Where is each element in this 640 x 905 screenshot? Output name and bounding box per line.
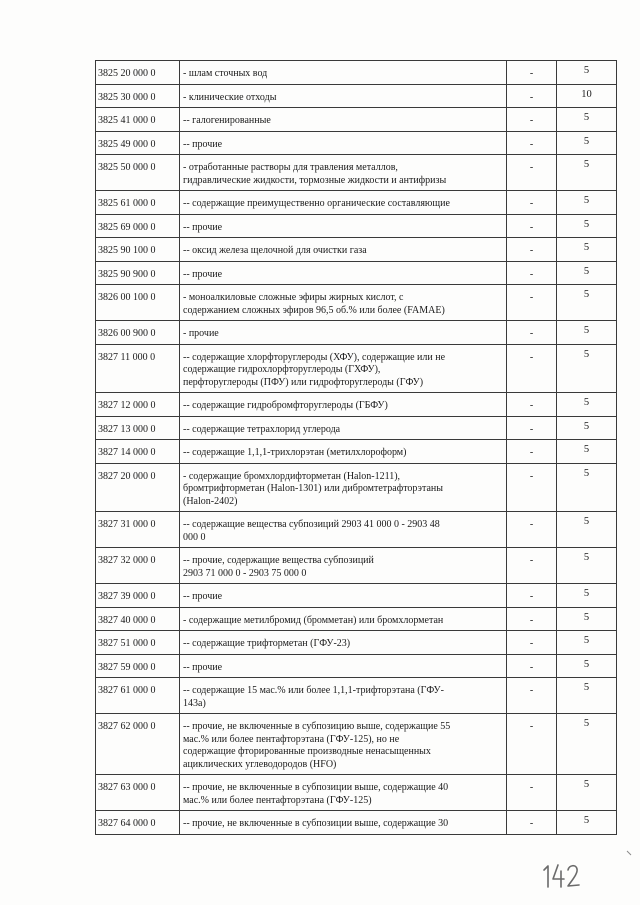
commodity-description [180,631,507,655]
table-row [96,654,617,678]
commodity-description [180,463,507,512]
commodity-code: 3827 32 000 0 [96,548,180,584]
commodity-code: 3825 41 000 0 [96,108,180,132]
description-line: -- прочие [183,591,223,602]
unit-of-measure: - [507,607,557,631]
description-line: ациклических углеводородов (HFO) [183,758,337,770]
table-row [96,440,617,464]
unit-of-measure: - [507,416,557,440]
unit-of-measure: - [507,344,557,393]
duty-rate: 5 [557,775,617,811]
description-line: - шлам сточных вод [183,68,268,79]
duty-rate: 5 [557,714,617,775]
commodity-description [180,811,507,835]
description-line: 000 0 [183,531,206,543]
unit-of-measure: - [507,238,557,262]
description-line: -- прочие [183,138,223,150]
unit-of-measure: - [507,321,557,345]
commodity-code: 3825 90 100 0 [96,238,180,262]
duty-rate: 5 [557,548,617,584]
description-line: -- прочие [183,221,223,233]
commodity-code: 3826 00 900 0 [96,321,180,345]
commodity-code: 3825 69 000 0 [96,214,180,238]
handwritten-page-number [540,860,600,890]
unit-of-measure: - [507,811,557,835]
description-line: -- оксид железа щелочной для очистки газа [183,245,367,256]
description-line: -- прочие [183,661,223,673]
commodity-code: 3827 63 000 0 [96,775,180,811]
unit-of-measure: - [507,393,557,417]
duty-rate: 5 [557,238,617,262]
table-row [96,344,617,393]
description-line: -- содержащие вещества субпозиций 2903 41 000 0 - 2903 48 [183,519,440,530]
table-row [96,61,617,85]
table-row [96,631,617,655]
tariff-table [95,60,617,835]
table-row [96,714,617,775]
commodity-description [180,607,507,631]
commodity-description [180,191,507,215]
description-line: - содержащие бромхлордифторметан (Halon-1211), [183,470,401,482]
duty-rate: 5 [557,631,617,655]
description-line: содержащие фторированные производные ненасыщенных [183,746,431,757]
duty-rate: 5 [557,131,617,155]
description-line: (Halon-2402) [183,495,238,507]
unit-of-measure: - [507,214,557,238]
table-row [96,108,617,132]
table-row [96,811,617,835]
unit-of-measure: - [507,463,557,512]
commodity-description [180,344,507,393]
commodity-code: 3827 39 000 0 [96,584,180,608]
unit-of-measure: - [507,678,557,714]
corner-mark [626,850,632,856]
commodity-code: 3825 50 000 0 [96,155,180,191]
commodity-description [180,261,507,285]
commodity-description [180,654,507,678]
commodity-code: 3827 64 000 0 [96,811,180,835]
description-line: содержащие гидрохлорфторуглероды (ГХФУ), [183,364,381,375]
duty-rate: 5 [557,214,617,238]
unit-of-measure: - [507,191,557,215]
unit-of-measure: - [507,108,557,132]
description-line: - отработанные растворы для травления металлов, [183,162,398,173]
commodity-code: 3825 30 000 0 [96,84,180,108]
duty-rate: 5 [557,108,617,132]
commodity-description [180,214,507,238]
table-row [96,261,617,285]
unit-of-measure: - [507,261,557,285]
unit-of-measure: - [507,61,557,85]
description-line: -- галогенированные [183,115,271,126]
table-row [96,548,617,584]
description-line: гидравлические жидкости, тормозные жидкости и антифризы [183,174,447,186]
commodity-code: 3827 51 000 0 [96,631,180,655]
commodity-code: 3825 90 900 0 [96,261,180,285]
commodity-description [180,84,507,108]
commodity-code: 3827 12 000 0 [96,393,180,417]
commodity-description [180,108,507,132]
duty-rate: 5 [557,440,617,464]
commodity-description [180,238,507,262]
duty-rate: 5 [557,61,617,85]
unit-of-measure: - [507,440,557,464]
unit-of-measure: - [507,775,557,811]
commodity-description [180,285,507,321]
table-row [96,463,617,512]
commodity-code: 3827 14 000 0 [96,440,180,464]
duty-rate: 5 [557,654,617,678]
duty-rate: 5 [557,191,617,215]
description-line: перфторуглероды (ПФУ) или гидрофторуглероды (ГФУ) [183,376,424,388]
commodity-code: 3827 61 000 0 [96,678,180,714]
commodity-description [180,155,507,191]
duty-rate: 5 [557,344,617,393]
table-row [96,214,617,238]
commodity-code: 3825 49 000 0 [96,131,180,155]
description-line: - прочие [183,328,219,339]
description-line: содержанием сложных эфиров 96,5 об.% или более (FAMAE) [183,304,445,316]
duty-rate: 5 [557,463,617,512]
description-line: -- содержащие трифторметан (ГФУ-23) [183,638,351,649]
description-line: мас.% или более пентафторэтана (ГФУ-125) [183,794,372,806]
unit-of-measure: - [507,584,557,608]
duty-rate: 5 [557,321,617,345]
table-row [96,191,617,215]
commodity-code: 3827 11 000 0 [96,344,180,393]
unit-of-measure: - [507,285,557,321]
description-line: -- прочие, не включенные в субпозиции выше, содержащие 30 [183,818,449,829]
table-row [96,584,617,608]
commodity-code: 3827 20 000 0 [96,463,180,512]
commodity-description [180,61,507,85]
duty-rate: 5 [557,607,617,631]
description-line: - моноалкиловые сложные эфиры жирных кислот, с [183,292,404,303]
description-line: мас.% или более пентафторэтана (ГФУ-125), но не [183,733,400,745]
commodity-code: 3825 61 000 0 [96,191,180,215]
unit-of-measure: - [507,654,557,678]
unit-of-measure: - [507,512,557,548]
commodity-description [180,131,507,155]
description-line: -- содержащие 15 мас.% или более 1,1,1-трифторэтана (ГФУ- [183,685,444,696]
description-line: -- содержащие 1,1,1-трихлорэтан (метилхлороформ) [183,447,407,458]
description-line: - клинические отходы [183,91,277,103]
description-line: -- прочие, не включенные в субпозиции выше, содержащие 40 [183,782,449,793]
duty-rate: 5 [557,678,617,714]
unit-of-measure: - [507,548,557,584]
description-line: -- прочие [183,268,223,280]
commodity-code: 3827 59 000 0 [96,654,180,678]
description-line: -- содержащие хлорфторуглероды (ХФУ), содержащие или не [183,351,446,363]
table-row [96,285,617,321]
commodity-code: 3827 31 000 0 [96,512,180,548]
description-line: -- содержащие гидробромфторуглероды (ГБФУ) [183,400,388,411]
commodity-description [180,393,507,417]
commodity-description [180,548,507,584]
commodity-description [180,416,507,440]
description-line: -- содержащие преимущественно органические составляющие [183,198,450,209]
description-line: -- прочие, не включенные в субпозицию выше, содержащие 55 [183,721,451,732]
table-row [96,321,617,345]
table-row [96,416,617,440]
description-line: -- прочие, содержащие вещества субпозиций [183,555,374,566]
duty-rate: 5 [557,285,617,321]
description-line: - содержащие метилбромид (бромметан) или бромхлорметан [183,614,444,626]
commodity-description [180,775,507,811]
duty-rate: 5 [557,811,617,835]
tariff-table-body [96,61,617,835]
duty-rate: 5 [557,584,617,608]
description-line: 2903 71 000 0 - 2903 75 000 0 [183,567,307,579]
unit-of-measure: - [507,155,557,191]
duty-rate: 5 [557,512,617,548]
commodity-code: 3825 20 000 0 [96,61,180,85]
commodity-description [180,321,507,345]
unit-of-measure: - [507,84,557,108]
description-line: -- содержащие тетрахлорид углерода [183,423,341,435]
table-row [96,678,617,714]
duty-rate: 5 [557,155,617,191]
commodity-code: 3827 13 000 0 [96,416,180,440]
commodity-code: 3827 62 000 0 [96,714,180,775]
commodity-code: 3826 00 100 0 [96,285,180,321]
description-line: 143а) [183,697,206,709]
description-line: бромтрифторметан (Halon-1301) или дибромтетрафторэтаны [183,483,443,494]
commodity-code: 3827 40 000 0 [96,607,180,631]
table-row [96,512,617,548]
unit-of-measure: - [507,631,557,655]
duty-rate: 5 [557,416,617,440]
commodity-description [180,440,507,464]
duty-rate: 5 [557,393,617,417]
table-row [96,775,617,811]
table-row [96,393,617,417]
table-row [96,131,617,155]
table-row [96,84,617,108]
commodity-description [180,584,507,608]
commodity-description [180,714,507,775]
unit-of-measure: - [507,131,557,155]
duty-rate: 5 [557,261,617,285]
table-row [96,155,617,191]
table-row [96,607,617,631]
table-row [96,238,617,262]
unit-of-measure: - [507,714,557,775]
commodity-description [180,512,507,548]
duty-rate: 10 [557,84,617,108]
commodity-description [180,678,507,714]
